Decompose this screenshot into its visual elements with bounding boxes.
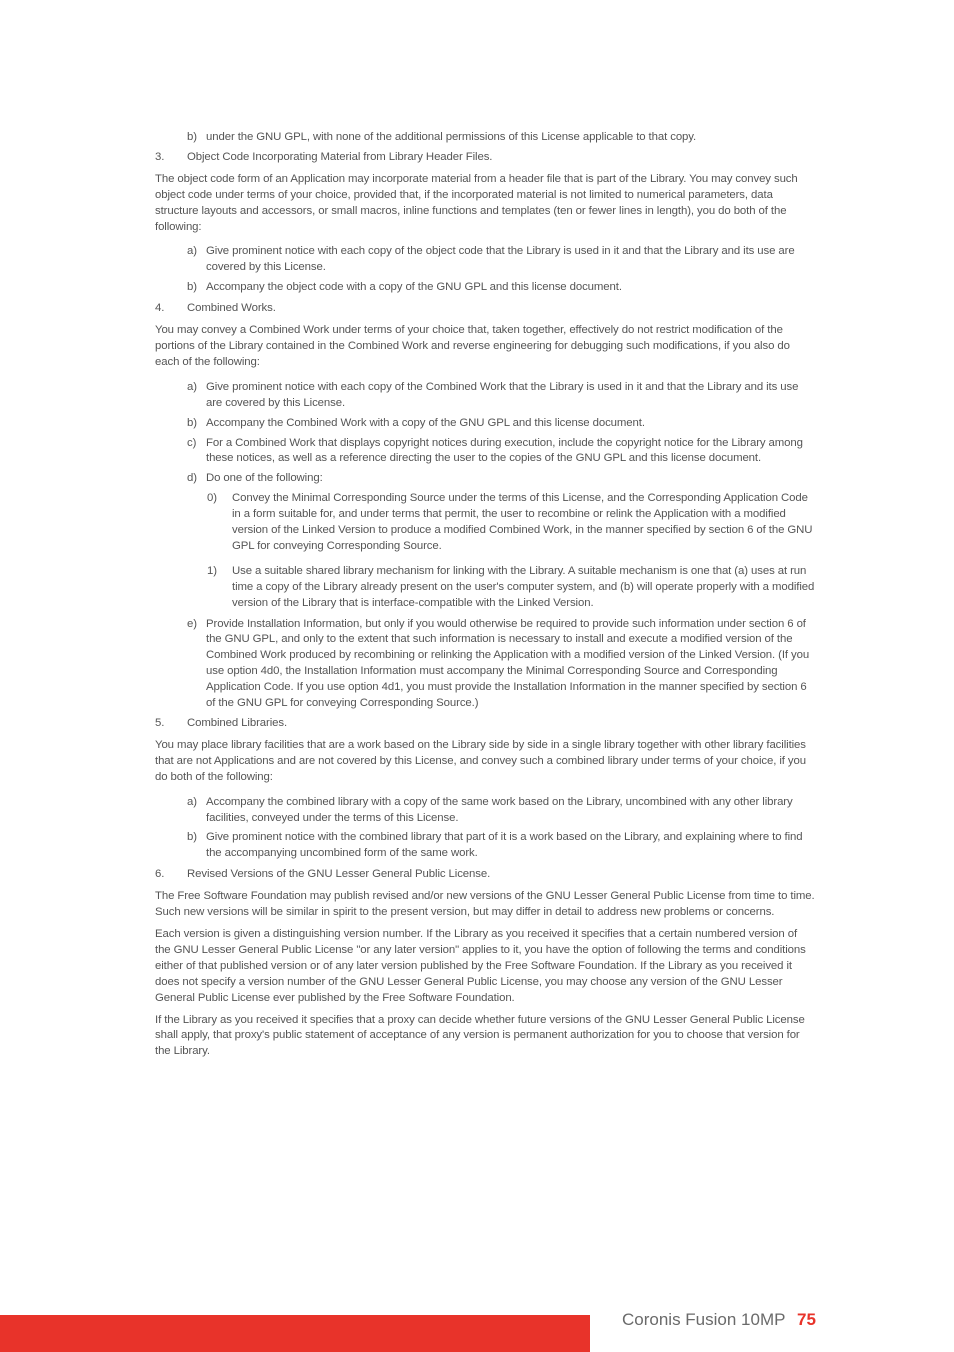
section-number: 3. (155, 150, 165, 163)
section-3-heading (155, 150, 815, 166)
section-title: Combined Works. (187, 302, 276, 315)
list-marker: a) (187, 245, 197, 258)
list-item-4e (155, 617, 815, 712)
section-6-paragraph-3: If the Library as you received it specifies that a proxy can decide whether future versions of the GNU Lesser General Public License shall apply, that proxy's public statement of acceptance of any version is permanent authorization for you to choose that version for the Library. (155, 1013, 805, 1058)
section-title: Revised Versions of the GNU Lesser General Public License. (187, 868, 491, 881)
section-4-paragraph: You may convey a Combined Work under terms of your choice that, taken together, effectively do not restrict modification of the portions of the Library contained in the Combined Work and reverse engineering for debugging such modifications, if you also do each of the following: (155, 324, 790, 368)
list-marker: a) (187, 380, 197, 393)
list-marker: 0) (207, 492, 217, 505)
page-number: 75 (797, 1310, 816, 1329)
list-marker: a) (187, 795, 197, 808)
footer-product-name: Coronis Fusion 10MP (622, 1310, 786, 1329)
list-marker: 1) (207, 564, 217, 577)
section-number: 5. (155, 717, 165, 729)
list-item-text: Accompany the Combined Work with a copy of the GNU GPL and this license document. (206, 416, 645, 429)
list-item-4d (155, 471, 815, 487)
list-item-4d0 (155, 491, 815, 555)
section-3-paragraph: The object code form of an Application may incorporate material from a header file that is part of the Library. You may convey such object code under terms of your choice, provided that, if the incorporated material is not limited to numerical parameters, data structure layouts and accessors, or small macros, inline functions and templates (ten or fewer lines in length), you do both of the following: (155, 172, 798, 233)
section-title: Object Code Incorporating Material from Library Header Files. (187, 150, 493, 163)
license-body (155, 130, 815, 1060)
list-item-text: For a Combined Work that displays copyright notices during execution, include the copyright notice for the Library among these notices, as well as a reference directing the user to the copies of the GNU GPL and this license document. (206, 436, 803, 465)
section-5-paragraph: You may place library facilities that are a work based on the Library side by side in a single library together with other library facilities that are not Applications and are not covered by this License, and convey such a combined library under terms of your choice, if you do both of the following: (155, 738, 806, 783)
list-item-text: Give prominent notice with the combined library that part of it is a work based on the Library, and explaining where to find the accompanying uncombined form of the same work. (206, 831, 803, 860)
list-item-4a (155, 380, 815, 412)
section-number: 6. (155, 868, 165, 881)
list-item-4c (155, 436, 815, 468)
list-item-text: Accompany the combined library with a copy of the same work based on the Library, uncombined with any other library facilities, conveyed under the terms of this License. (206, 795, 793, 824)
section-6-heading (155, 867, 815, 883)
section-6-paragraph-2: Each version is given a distinguishing version number. If the Library as you received it specifies that a certain numbered version of the GNU Lesser General Public License "or any later version" applies to it, you have the option of following the terms and conditions either of that published version or of any later version published by the Free Software Foundation. If the Library as you received it does not specify a version number of the GNU Lesser General Public License, you may choose any version of the GNU Lesser General Public License ever published by the Free Software Foundation. (155, 927, 806, 1004)
list-item-text: Accompany the object code with a copy of the GNU GPL and this license document. (206, 281, 622, 294)
list-item-3b (155, 280, 815, 296)
list-item-text: Convey the Minimal Corresponding Source under the terms of this License, and the Corresponding Application Code in a form suitable for, and under terms that permit, the user to recombine or relink the Application with a modified version of the Linked Version to produce a modified Combined Work, in the manner specified by section 6 of the GNU GPL for conveying Corresponding Source. (232, 492, 813, 552)
list-marker: b) (187, 131, 197, 143)
list-item-text: Give prominent notice with each copy of the object code that the Library is used in it and that the Library and its use are covered by this License. (206, 245, 795, 274)
list-marker: c) (187, 436, 197, 449)
list-marker: b) (187, 831, 197, 844)
list-item-text: Use a suitable shared library mechanism for linking with the Library. A suitable mechanism is one that (a) uses at run time a copy of the Library already present on the user's computer system, and (b) will operate properly with a modified version of the Library that is interface-compatible with the Linked Version. (232, 564, 815, 609)
section-title: Combined Libraries. (187, 717, 288, 729)
list-item-4d1 (155, 564, 815, 612)
list-item-b-gpl (155, 130, 815, 146)
section-6-paragraph-1: The Free Software Foundation may publish revised and/or new versions of the GNU Lesser General Public License from time to time. Such new versions will be similar in spirit to the present version, but may differ in detail to address new problems or concerns. (155, 890, 815, 919)
list-marker: b) (187, 281, 197, 294)
list-marker: b) (187, 416, 197, 429)
section-4-heading (155, 301, 815, 317)
section-number: 4. (155, 302, 165, 315)
list-item-text: under the GNU GPL, with none of the additional permissions of this License applicable to that copy. (206, 131, 697, 143)
list-marker: d) (187, 472, 197, 485)
list-item-3a (155, 244, 815, 276)
list-item-4b (155, 416, 815, 432)
list-item-5b (155, 830, 815, 862)
list-item-text: Do one of the following: (206, 472, 323, 485)
list-marker: e) (187, 617, 197, 630)
section-5-heading (155, 716, 815, 732)
list-item-text: Give prominent notice with each copy of the Combined Work that the Library is used in it and that the Library and its use are covered by this License. (206, 380, 799, 409)
list-item-5a (155, 795, 815, 827)
list-item-text: Provide Installation Information, but only if you would otherwise be required to provide such information under section 6 of the GNU GPL, and only to the extent that such information is necessary to install and execute a modified version of the Combined Work produced by recombining or relinking the Application with a modified version of the Linked Version. (If you use option 4d0, the Installation Information must accompany the Minimal Corresponding Source and Corresponding Application Code. If you use option 4d1, you must provide the Installation Information in the manner specified by section 6 of the GNU GPL for conveying Corresponding Source.) (206, 617, 810, 710)
footer-accent-bar (0, 1315, 590, 1352)
